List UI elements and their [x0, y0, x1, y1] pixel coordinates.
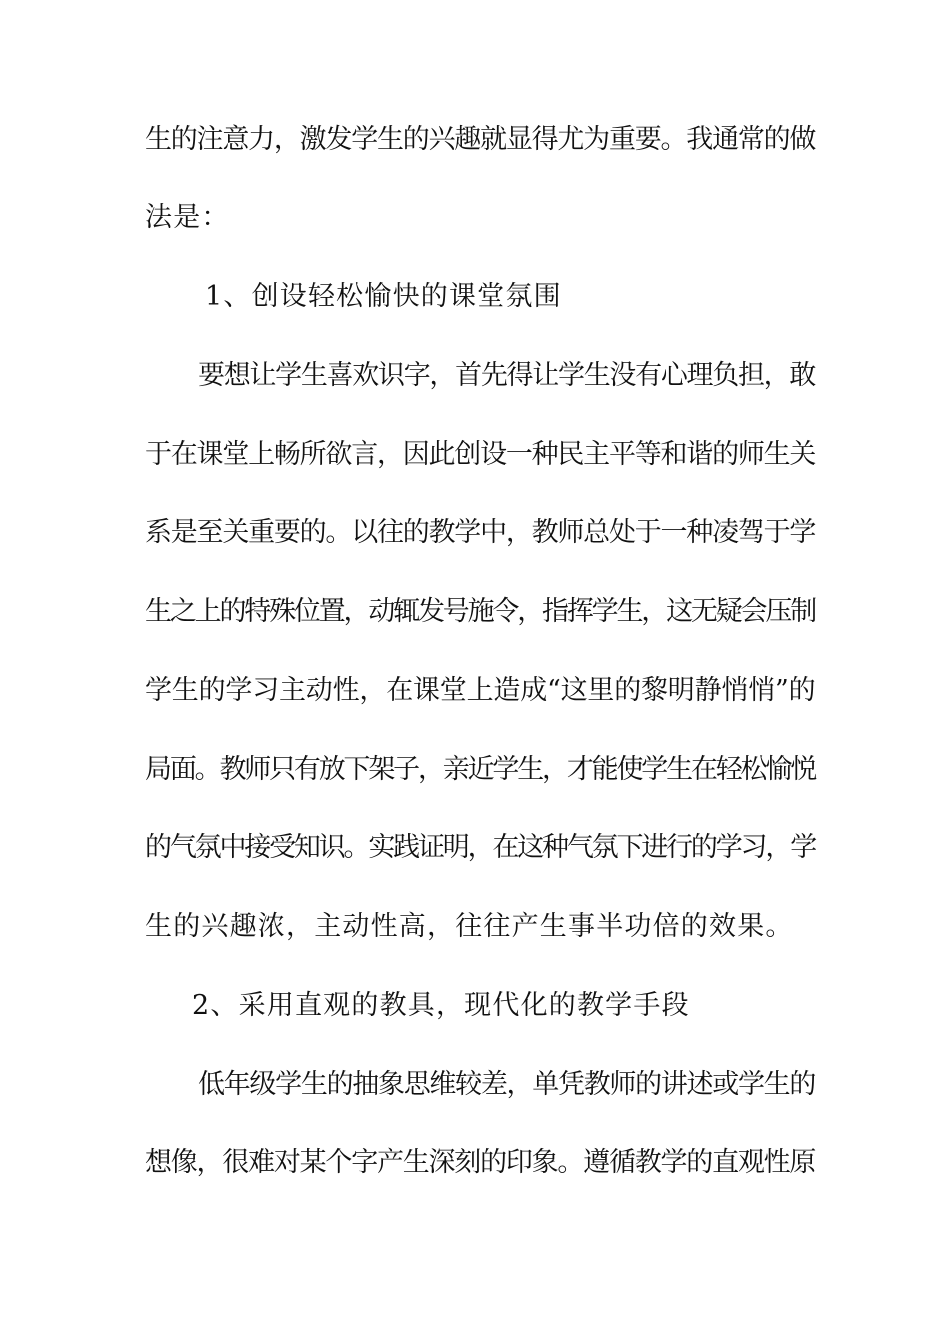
paragraph-line: 低年级学生的抽象思维较差，单凭教师的讲述或学生的 — [198, 1069, 815, 1100]
section-heading: 2、采用直观的教具，现代化的教学手段 — [192, 990, 690, 1021]
section-heading: 1、创设轻松愉快的课堂氛围 — [205, 281, 562, 312]
paragraph-line: 法是： — [145, 202, 230, 233]
paragraph-line: 生的注意力，激发学生的兴趣就显得尤为重要。我通常的做 — [145, 124, 815, 155]
paragraph-line: 于在课堂上畅所欲言，因此创设一种民主平等和谐的师生关 — [145, 439, 815, 470]
paragraph-line: 要想让学生喜欢识字，首先得让学生没有心理负担，敢 — [198, 360, 815, 391]
paragraph-line: 局面。教师只有放下架子，亲近学生，才能使学生在轻松愉悦 — [145, 754, 815, 785]
paragraph-line: 想像，很难对某个字产生深刻的印象。遵循教学的直观性原 — [145, 1147, 815, 1178]
paragraph-line: 生之上的特殊位置，动辄发号施令，指挥学生，这无疑会压制 — [145, 596, 815, 627]
paragraph-line: 学生的学习主动性，在课堂上造成“这里的黎明静悄悄”的 — [145, 675, 816, 706]
paragraph-line: 的气氛中接受知识。实践证明，在这种气氛下进行的学习，学 — [145, 832, 815, 863]
paragraph-line: 系是至关重要的。以往的教学中，教师总处于一种凌驾于学 — [145, 517, 815, 548]
paragraph-line: 生的兴趣浓，主动性高，往往产生事半功倍的效果。 — [145, 911, 794, 942]
